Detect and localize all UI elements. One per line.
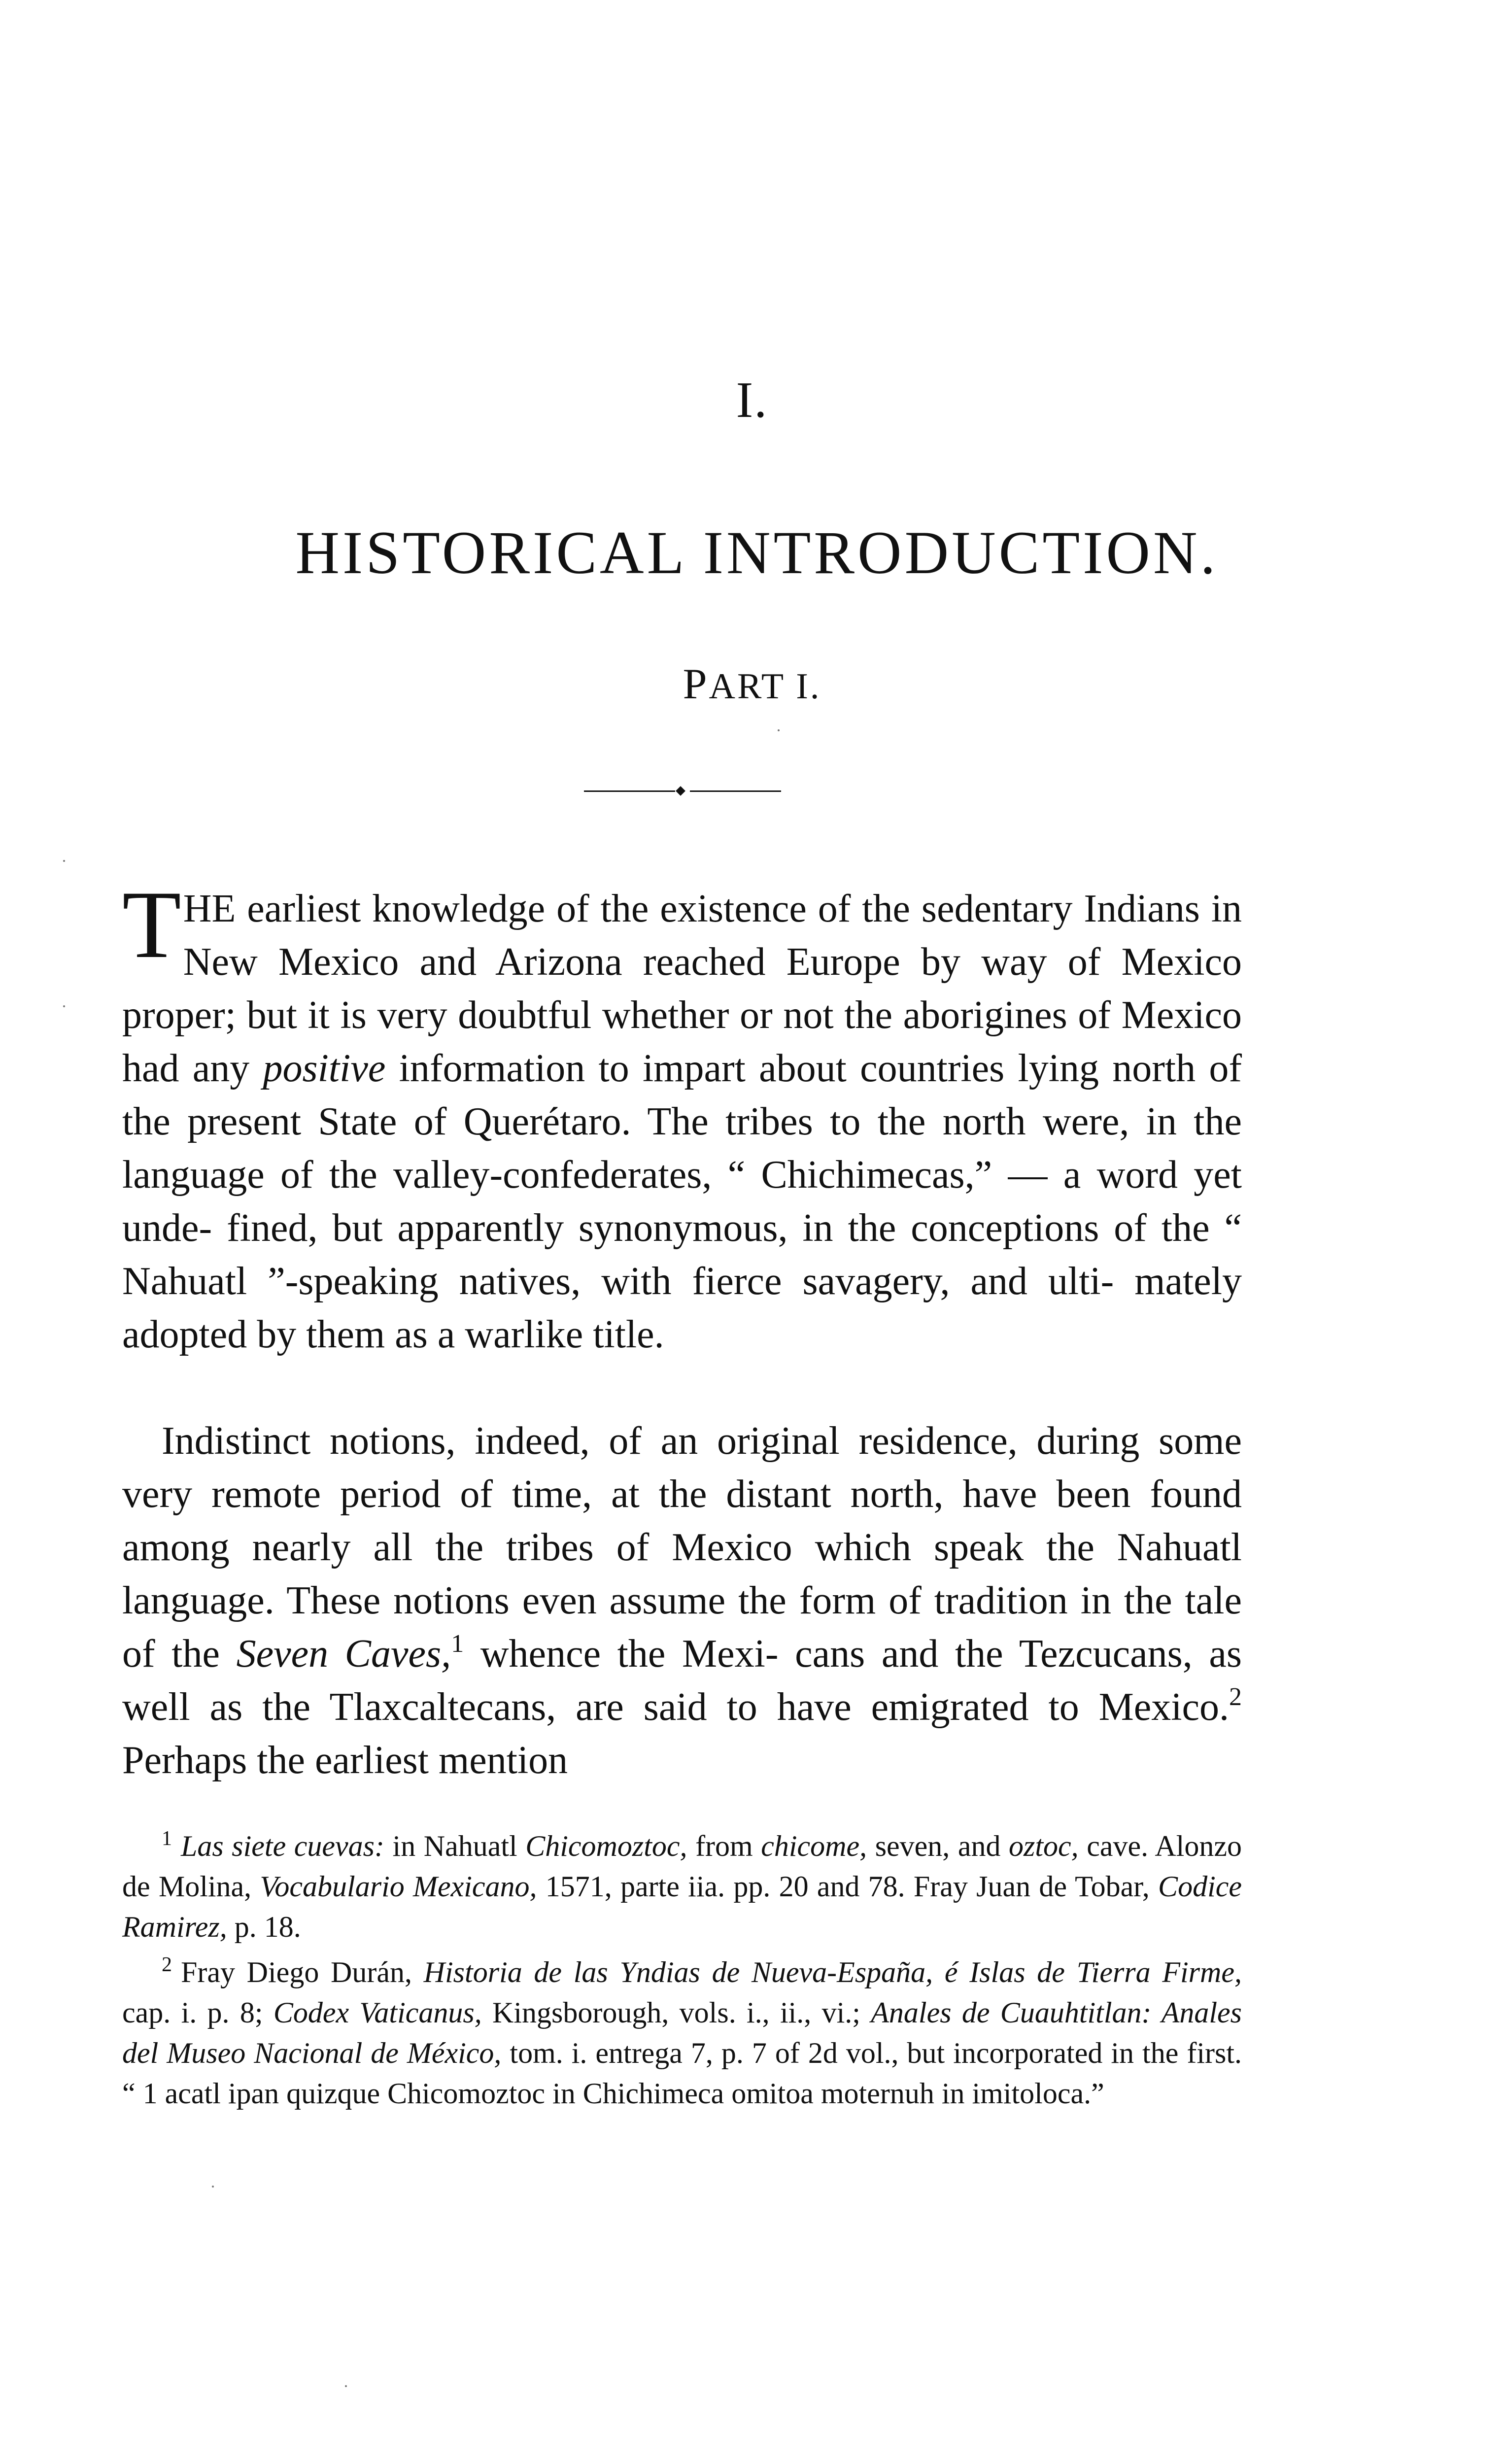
paragraph-2 [122,1414,1242,1787]
p2-line-3: been found among nearly all the tribes of Mexico which speak [122,1472,1242,1569]
section-ornament [584,786,781,796]
scan-speck [212,2186,214,2188]
fn1-part: seven, and [867,1830,1009,1862]
fn1-part: Vocabulario Mexicano, [260,1870,537,1903]
fn1-part: cave. Alonzo de Molina, [122,1830,1242,1903]
p1-line-10: mately adopted by them as a warlike title. [122,1260,1242,1356]
p1-line-4b: information to [399,1047,629,1090]
paragraph-1-text [122,871,1242,1361]
p2-line-7a: to have emigrated to Mexico. [726,1685,1230,1729]
p2-line-5-italic: Seven Caves, [236,1632,451,1676]
scan-speck [63,860,65,862]
footnote-1 [122,1826,1242,1947]
p2-line-2: some very remote period of time, at the distant north, have [122,1419,1242,1516]
chapter-number: I. [736,372,768,428]
drop-cap: T [122,871,181,978]
footnote-2-number: 2 [162,1953,172,1976]
part-heading-initial: P [683,660,709,708]
p1-line-2: Indians in New Mexico and Arizona reached Europe [183,887,1242,984]
footnote-1-number: 1 [162,1827,172,1850]
ornament-rule-left [584,790,675,792]
fn1-part: Codice Ramirez, [122,1870,1242,1943]
ornament-rule-right [690,790,781,792]
p2-line-1: Indistinct notions, indeed, of an original residence, during [162,1419,1140,1463]
part-heading [0,660,1504,708]
p2-line-5a: of tradition in the tale of the [122,1579,1242,1676]
fn1-part: oztoc, [1009,1830,1079,1862]
fn2-part: Anales de Cuauhtitlan: Anales del Museo Nacional de México, [122,1996,1242,2069]
fn1-part: in Nahuatl [384,1830,526,1862]
p1-line-1: HE earliest knowledge of the existence of the sedentary [183,887,1073,930]
part-heading-rest: ART I. [709,666,821,707]
fn2-part: Codex Vaticanus, [273,1996,482,2029]
footnote-ref-2: 2 [1229,1683,1242,1711]
fn1-part: Chicomoztoc, [525,1830,687,1862]
p1-line-4a: not the aborigines of Mexico had any [122,993,1242,1090]
scan-speck [778,729,780,731]
p2-line-4: the Nahuatl language. These notions even assume the form [122,1526,1242,1622]
fn1-part: Las siete cuevas: [181,1830,384,1862]
footnote-ref-1: 1 [451,1630,464,1658]
p2-line-5b: whence the Mexi- [480,1632,779,1676]
p1-line-8: fined, but apparently synonymous, in the conceptions of the [227,1206,1210,1250]
paragraph-1 [122,871,1242,1361]
p1-line-5: impart about countries lying north of the present State of [122,1047,1242,1143]
p1-line-3: by way of Mexico proper; but it is very doubtful whether or [122,940,1242,1037]
fn1-part: 1571, parte iia. pp. 20 and 78. Fray Juan de Tobar, [537,1870,1159,1903]
p1-line-4-italic: positive [263,1047,386,1090]
p2-line-6: cans and the Tezcucans, as well as the Tlaxcaltecans, are said [122,1632,1242,1729]
fn1-part: from [687,1830,761,1862]
p1-line-7: the valley-confederates, “ Chichimecas,” — a word yet unde- [122,1153,1242,1250]
footnote-2 [122,1952,1242,2114]
fn2-part: cap. i. p. 8; [122,1996,273,2029]
fn2-part: Kingsborough, vols. i., ii., vi.; [481,1996,871,2029]
chapter-title: HISTORICAL INTRODUCTION. [295,519,1219,586]
footnotes [122,1826,1242,2119]
p1-line-9: “ Nahuatl ”-speaking natives, with fierce savagery, and ulti- [122,1206,1242,1303]
fn2-part: Historia de las Yndias de Nueva-España, é Islas de Tierra Firme, [423,1956,1242,1988]
ornament-diamond-icon [676,786,685,796]
paragraph-2-text [122,1414,1242,1787]
fn2-part: tom. i. entrega 7, p. 7 of 2d vol., but incorporated in the first. “ 1 acatl ipan quizque Chicomoztoc in Chichimeca omitoa moternuh in imitoloca.” [122,2037,1242,2110]
fn1-part: chicome, [761,1830,867,1862]
fn1-part: p. 18. [227,1911,301,1943]
p1-line-6: Querétaro. The tribes to the north were, in the language of [122,1100,1242,1197]
scan-speck [63,1005,65,1007]
p2-line-7b: Perhaps the earliest mention [122,1739,568,1782]
fn2-part: Fray Diego Durán, [181,1956,424,1988]
scan-speck [345,2385,347,2387]
